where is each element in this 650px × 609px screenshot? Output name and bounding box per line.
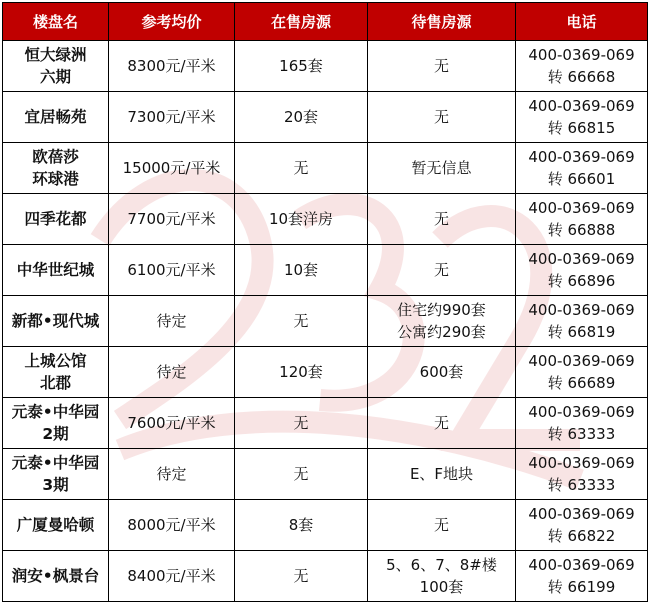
table-row	[3, 194, 648, 245]
table-row	[3, 551, 648, 602]
table-row	[3, 398, 648, 449]
header-name: 楼盘名	[3, 3, 109, 41]
cell-pending-line: E、F地块	[409, 465, 474, 483]
cell-price: 6100元/平米	[109, 245, 235, 296]
cell-pending-line: 600套	[419, 363, 464, 381]
cell-on-sale: 无	[235, 143, 368, 194]
cell-price: 7700元/平米	[109, 194, 235, 245]
cell-pending	[368, 347, 516, 398]
property-table	[2, 2, 648, 602]
cell-phone-line: 转 66689	[547, 374, 616, 392]
cell-phone	[516, 398, 648, 449]
cell-pending-line: 无	[433, 57, 449, 75]
cell-pending-line: 暂无信息	[411, 159, 472, 177]
cell-pending	[368, 92, 516, 143]
cell-pending-line: 无	[433, 108, 449, 126]
cell-name	[3, 551, 109, 602]
cell-name	[3, 245, 109, 296]
cell-phone-line: 转 66668	[547, 68, 616, 86]
cell-name	[3, 296, 109, 347]
cell-phone-line: 400-0369-069	[528, 352, 635, 370]
cell-price: 待定	[109, 347, 235, 398]
cell-on-sale: 10套洋房	[235, 194, 368, 245]
cell-phone	[516, 347, 648, 398]
cell-phone-line: 400-0369-069	[528, 46, 635, 64]
cell-on-sale: 8套	[235, 500, 368, 551]
cell-phone-line: 转 66822	[547, 527, 616, 545]
cell-phone-line: 转 66815	[547, 119, 616, 137]
cell-name-line: 润安•枫景台	[11, 567, 100, 585]
header-on-sale: 在售房源	[235, 3, 368, 41]
cell-price: 7600元/平米	[109, 398, 235, 449]
cell-pending	[368, 398, 516, 449]
cell-on-sale: 无	[235, 398, 368, 449]
cell-phone	[516, 92, 648, 143]
cell-name	[3, 194, 109, 245]
cell-pending	[368, 296, 516, 347]
table-row	[3, 500, 648, 551]
cell-phone-line: 400-0369-069	[528, 403, 635, 421]
cell-phone-line: 转 66819	[547, 323, 616, 341]
cell-pending-line: 无	[433, 516, 449, 534]
cell-pending	[368, 551, 516, 602]
table-row	[3, 143, 648, 194]
cell-phone-line: 400-0369-069	[528, 199, 635, 217]
header-pending: 待售房源	[368, 3, 516, 41]
cell-name-line: 2期	[42, 425, 69, 443]
cell-pending-line: 无	[433, 210, 449, 228]
cell-name-line: 恒大绿洲	[24, 46, 87, 64]
cell-pending-line: 公寓约290套	[397, 323, 486, 341]
cell-price: 15000元/平米	[109, 143, 235, 194]
cell-phone-line: 400-0369-069	[528, 250, 635, 268]
cell-name	[3, 500, 109, 551]
table-row	[3, 347, 648, 398]
cell-phone-line: 转 66199	[547, 578, 616, 596]
cell-phone-line: 400-0369-069	[528, 454, 635, 472]
cell-pending	[368, 194, 516, 245]
cell-on-sale: 10套	[235, 245, 368, 296]
cell-name	[3, 449, 109, 500]
cell-name-line: 3期	[42, 476, 69, 494]
cell-phone-line: 400-0369-069	[528, 301, 635, 319]
cell-phone	[516, 194, 648, 245]
cell-name-line: 六期	[39, 68, 71, 86]
cell-phone-line: 转 66888	[547, 221, 616, 239]
cell-phone-line: 转 63333	[547, 425, 616, 443]
cell-name-line: 广厦曼哈顿	[16, 516, 95, 534]
cell-name-line: 元泰•中华园	[11, 403, 100, 421]
table-body	[3, 41, 648, 602]
table-row	[3, 449, 648, 500]
cell-on-sale: 无	[235, 296, 368, 347]
cell-pending-line: 5、6、7、8#楼	[386, 556, 497, 574]
cell-pending-line: 100套	[419, 578, 464, 596]
cell-phone	[516, 296, 648, 347]
header-price: 参考均价	[109, 3, 235, 41]
cell-name	[3, 41, 109, 92]
cell-name-line: 新都•现代城	[11, 312, 100, 330]
table-row	[3, 41, 648, 92]
cell-price: 8000元/平米	[109, 500, 235, 551]
cell-name-line: 四季花都	[24, 210, 87, 228]
cell-price: 8400元/平米	[109, 551, 235, 602]
cell-phone-line: 400-0369-069	[528, 505, 635, 523]
cell-phone-line: 400-0369-069	[528, 97, 635, 115]
cell-name-line: 环球港	[32, 170, 79, 188]
table-row	[3, 296, 648, 347]
cell-phone-line: 转 66896	[547, 272, 616, 290]
cell-name	[3, 347, 109, 398]
cell-pending-line: 住宅约990套	[397, 301, 486, 319]
cell-name-line: 北郡	[39, 374, 71, 392]
cell-on-sale: 20套	[235, 92, 368, 143]
cell-on-sale: 无	[235, 449, 368, 500]
cell-pending	[368, 500, 516, 551]
cell-name-line: 欧蓓莎	[32, 148, 79, 166]
cell-name-line: 中华世纪城	[16, 261, 95, 279]
cell-pending-line: 无	[433, 261, 449, 279]
cell-phone	[516, 41, 648, 92]
cell-pending	[368, 245, 516, 296]
cell-on-sale: 无	[235, 551, 368, 602]
cell-pending	[368, 41, 516, 92]
table-row	[3, 92, 648, 143]
cell-name	[3, 92, 109, 143]
cell-pending	[368, 449, 516, 500]
cell-pending	[368, 143, 516, 194]
cell-pending-line: 无	[433, 414, 449, 432]
cell-phone	[516, 449, 648, 500]
table-header-row	[3, 3, 648, 41]
cell-phone	[516, 143, 648, 194]
cell-phone	[516, 500, 648, 551]
cell-phone-line: 转 66601	[547, 170, 616, 188]
cell-price: 待定	[109, 296, 235, 347]
cell-phone	[516, 551, 648, 602]
cell-price: 待定	[109, 449, 235, 500]
header-phone: 电话	[516, 3, 648, 41]
cell-phone-line: 转 63333	[547, 476, 616, 494]
cell-price: 8300元/平米	[109, 41, 235, 92]
cell-phone-line: 400-0369-069	[528, 148, 635, 166]
cell-name	[3, 143, 109, 194]
cell-name-line: 元泰•中华园	[11, 454, 100, 472]
cell-price: 7300元/平米	[109, 92, 235, 143]
cell-name-line: 宜居畅苑	[24, 108, 87, 126]
table-row	[3, 245, 648, 296]
cell-name-line: 上城公馆	[24, 352, 87, 370]
cell-on-sale: 120套	[235, 347, 368, 398]
cell-on-sale: 165套	[235, 41, 368, 92]
cell-phone-line: 400-0369-069	[528, 556, 635, 574]
cell-name	[3, 398, 109, 449]
cell-phone	[516, 245, 648, 296]
